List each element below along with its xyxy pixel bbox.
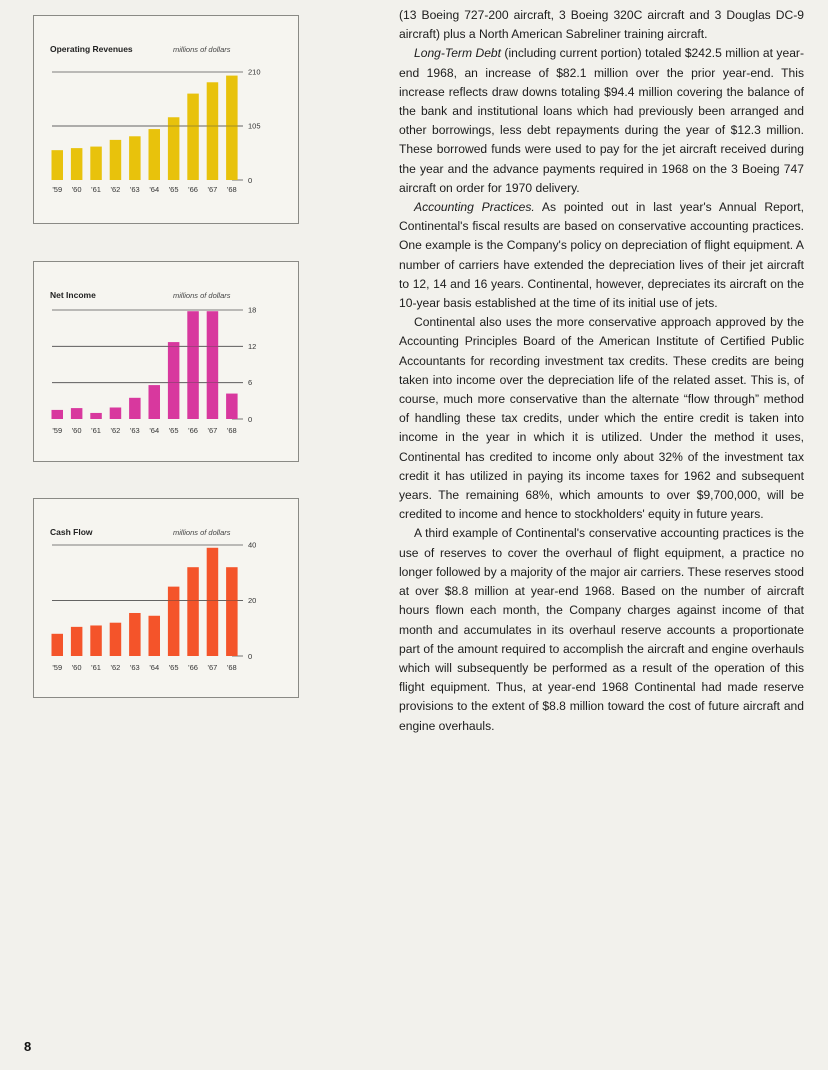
paragraph-aircraft: (13 Boeing 727-200 aircraft, 3 Boeing 320C aircraft and 3 Douglas DC-9 aircraft) plus a North American Sabreliner training aircraft.	[399, 8, 804, 42]
net-income-y-tick-label: 0	[248, 415, 253, 424]
operating-revenues-x-tick-label: '65	[168, 185, 179, 194]
cash-flow-x-tick-label: '61	[91, 663, 101, 672]
operating-revenues-unit-label: millions of dollars	[173, 45, 231, 54]
operating-revenues-bar-61	[90, 147, 102, 180]
cash-flow-y-tick-label: 40	[248, 540, 257, 550]
body-text-column	[399, 6, 804, 736]
paragraph-overhaul-reserves: A third example of Continental's conservative accounting practices is the use of reserves to cover the overhaul of flight equipment, a practice no longer followed by a majority of the major air carriers. These reserves stood at over $8.8 million at year-end 1968. Based on the number of aircraft hours flown each month, the Company charges against income of that month and accumulates in its overhaul reserve accounts a proportionate part of the amount required to accomplish the aircraft and engine overhauls which will subsequently be performed as a result of the operation of this flight equipment. Thus, at year-end 1968 Continental had made reserve provisions to the extent of $8.8 million toward the cost of future aircraft and engine overhauls.	[399, 526, 804, 733]
operating-revenues-x-tick-label: '67	[207, 185, 218, 194]
net-income-bar-68	[226, 394, 238, 419]
net-income-title: Net Income	[50, 290, 96, 300]
operating-revenues-y-tick-label: 105	[248, 121, 261, 131]
chart-net-income	[33, 261, 299, 462]
operating-revenues-bar-60	[71, 148, 83, 180]
paragraph-long-term-debt	[399, 44, 804, 198]
cash-flow-bar-60	[71, 627, 83, 656]
cash-flow-x-tick-label: '64	[149, 663, 160, 672]
operating-revenues-y-tick-label: 0	[248, 176, 253, 185]
net-income-x-tick-label: '67	[207, 426, 218, 435]
cash-flow-bar-59	[52, 634, 64, 656]
net-income-x-tick-label: '65	[168, 426, 179, 435]
operating-revenues-x-tick-label: '60	[71, 185, 82, 194]
net-income-bar-62	[110, 407, 122, 419]
operating-revenues-bar-68	[226, 76, 238, 180]
cash-flow-unit-label: millions of dollars	[173, 528, 231, 537]
cash-flow-bar-68	[226, 567, 238, 656]
operating-revenues-x-tick-label: '68	[226, 185, 237, 194]
net-income-unit-label: millions of dollars	[173, 291, 231, 300]
accounting-practices-heading: Accounting Practices.	[414, 200, 535, 215]
net-income-x-tick-label: '64	[149, 426, 160, 435]
operating-revenues-x-tick-label: '61	[91, 185, 101, 194]
operating-revenues-bar-62	[110, 140, 122, 180]
long-term-debt-body: (including current portion) totaled $242.5 million at year-end 1968, an increase of $82.1 million over the prior year-end. This increase reflects draw downs totaling $94.4 million covering the balance of the bank and institutional loans which had previously been arranged and other borrowings, less debt repayments during the year of $12.3 million. These borrowed funds were used to pay for the jet aircraft received during the year and the advance payments required in 1968 on the 3 Boeing 747 aircraft on order for 1970 delivery.	[399, 46, 804, 195]
operating-revenues-bar-63	[129, 136, 141, 180]
net-income-y-tick-label: 18	[248, 305, 257, 315]
cash-flow-bar-62	[110, 623, 122, 656]
cash-flow-bar-64	[149, 616, 161, 656]
operating-revenues-bar-65	[168, 117, 180, 180]
net-income-x-tick-label: '68	[226, 426, 237, 435]
long-term-debt-heading: Long-Term Debt	[414, 46, 501, 61]
operating-revenues-bar-66	[187, 94, 199, 180]
net-income-y-tick-label: 6	[248, 378, 253, 388]
net-income-x-tick-label: '62	[110, 426, 121, 435]
net-income-bar-61	[90, 413, 102, 419]
operating-revenues-y-tick-label: 210	[248, 67, 261, 77]
cash-flow-y-tick-label: 0	[248, 652, 253, 661]
cash-flow-bar-61	[90, 625, 102, 656]
net-income-bar-65	[168, 342, 180, 419]
operating-revenues-x-tick-label: '59	[52, 185, 63, 194]
operating-revenues-x-tick-label: '64	[149, 185, 160, 194]
cash-flow-x-tick-label: '67	[207, 663, 218, 672]
cash-flow-chart-svg	[34, 499, 298, 697]
cash-flow-title: Cash Flow	[50, 527, 93, 537]
net-income-bar-66	[187, 311, 199, 419]
cash-flow-bar-67	[207, 548, 219, 656]
paragraph-accounting-practices	[399, 198, 804, 313]
operating-revenues-x-tick-label: '63	[129, 185, 140, 194]
cash-flow-x-tick-label: '66	[188, 663, 198, 672]
cash-flow-x-tick-label: '68	[226, 663, 237, 672]
cash-flow-bar-63	[129, 613, 141, 656]
cash-flow-x-tick-label: '63	[129, 663, 140, 672]
operating-revenues-bar-64	[149, 129, 161, 180]
net-income-bar-60	[71, 408, 83, 419]
net-income-x-tick-label: '66	[188, 426, 198, 435]
net-income-x-tick-label: '60	[71, 426, 82, 435]
operating-revenues-chart-svg	[34, 16, 298, 223]
cash-flow-bar-66	[187, 567, 199, 656]
operating-revenues-title: Operating Revenues	[50, 44, 133, 54]
net-income-y-tick-label: 12	[248, 341, 257, 351]
net-income-bar-67	[207, 311, 219, 419]
net-income-bar-63	[129, 398, 141, 419]
cash-flow-y-tick-label: 20	[248, 596, 257, 605]
net-income-bar-64	[149, 385, 161, 419]
chart-operating-revenues	[33, 15, 299, 224]
net-income-x-tick-label: '61	[91, 426, 101, 435]
cash-flow-x-tick-label: '65	[168, 663, 179, 672]
chart-cash-flow	[33, 498, 299, 698]
operating-revenues-x-tick-label: '66	[188, 185, 198, 194]
net-income-x-tick-label: '59	[52, 426, 63, 435]
accounting-practices-body: As pointed out in last year's Annual Report, Continental's fiscal results are based on conservative accounting practices. One example is the Company's policy on depreciation of flight equipment. A number of carriers have extended the depreciation lives of their jet aircraft to 12, 14 and 16 years. Continental, however, depreciates its aircraft on the 10-year basis established at the time of its initial use of jets.	[399, 200, 804, 311]
cash-flow-x-tick-label: '62	[110, 663, 121, 672]
net-income-chart-svg	[34, 262, 298, 461]
operating-revenues-bar-59	[52, 150, 64, 180]
page-number: 8	[24, 1039, 32, 1054]
operating-revenues-x-tick-label: '62	[110, 185, 121, 194]
operating-revenues-bar-67	[207, 82, 219, 180]
paragraph-tax-credits: Continental also uses the more conservative approach approved by the Accounting Principles Board of the American Institute of Certified Public Accountants for recording investment tax credits. These credits are being taken into income over the depreciation life of the related asset. This is, of course, much more conservative than the alternate “flow through” method of handling these tax credits, under which the entire credit is taken into income in the year in which it is utilized. Under the method it uses, Continental has credited to income only about 32% of the investment tax credit it has utilized in paying its income taxes for 1962 and subsequent years. The remaining 68%, which amounts to over $9,700,000, will be credited to income and hence to stockholders' equity in future years.	[399, 315, 804, 522]
cash-flow-x-tick-label: '60	[71, 663, 82, 672]
net-income-bar-59	[52, 410, 64, 419]
cash-flow-bar-65	[168, 587, 180, 656]
net-income-x-tick-label: '63	[129, 426, 140, 435]
cash-flow-x-tick-label: '59	[52, 663, 63, 672]
